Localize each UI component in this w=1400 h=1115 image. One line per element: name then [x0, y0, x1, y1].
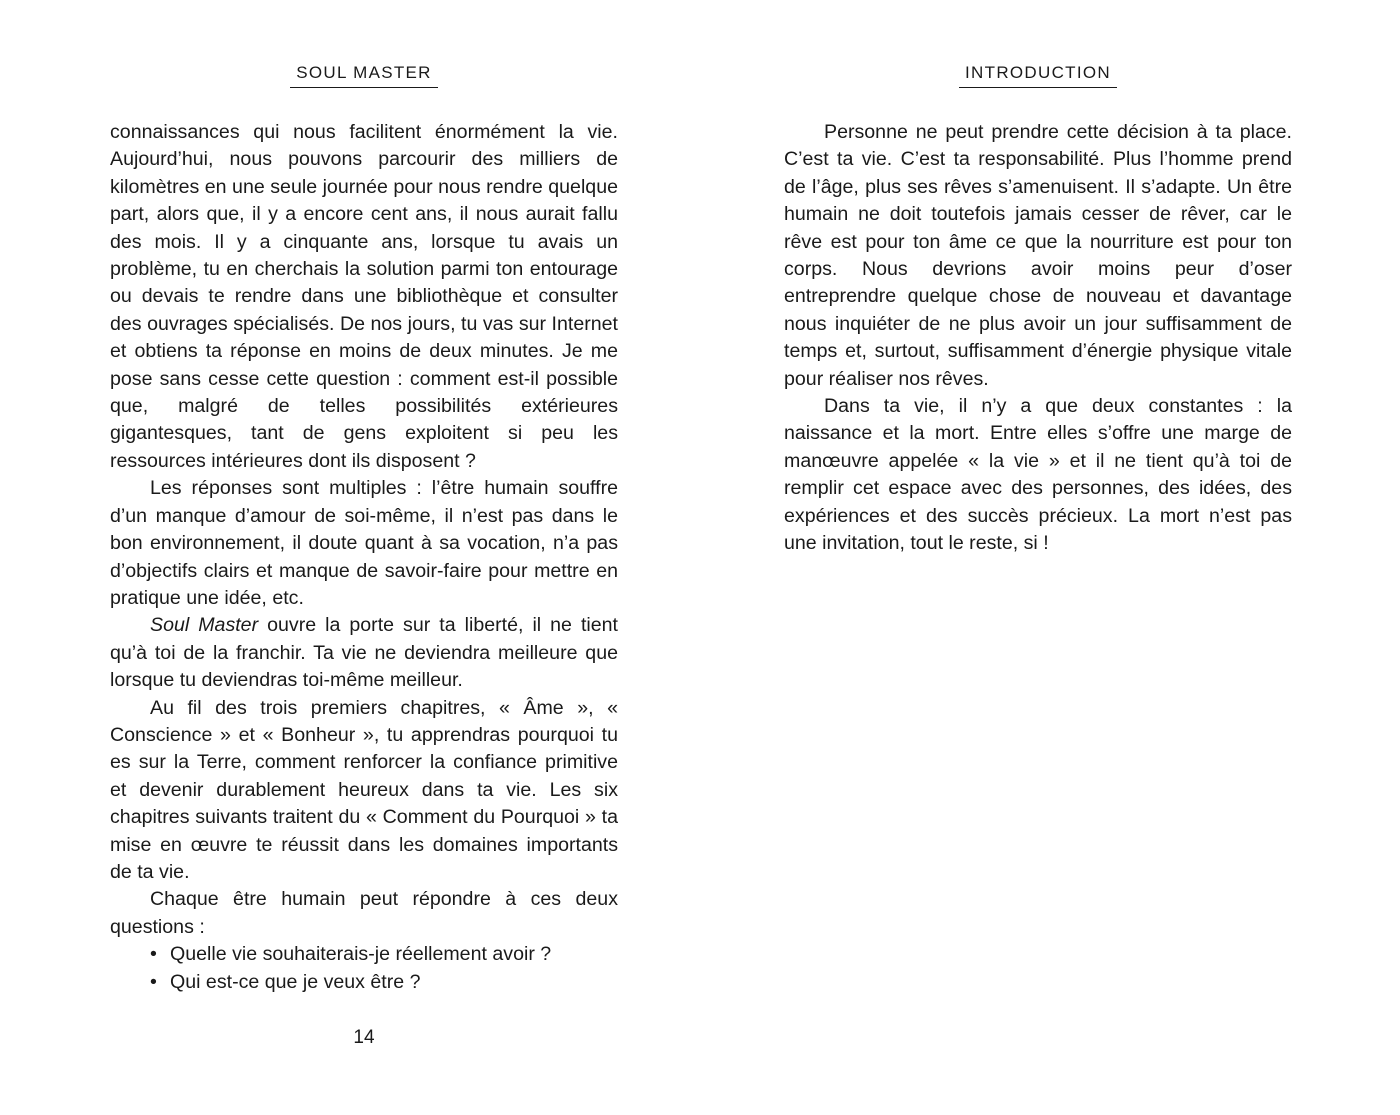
bullet-icon: • — [150, 943, 157, 966]
paragraph: connaissances qui nous facilitent énormément la vie. Aujourd’hui, nous pouvons parcourir des milliers de kilomètres en une seule journée pour nous rendre quelque part, alors que, il y a encore cent ans, il nous aurait fallu des mois. Il y a cinquante ans, lorsque tu avais un problème, tu en cherchais la solution parmi ton entourage ou devais te rendre dans une bibliothèque et consulter des ouvrages spécialisés. De nos jours, tu vas sur Internet et obtiens ta réponse en moins de deux minutes. Je me pose sans cesse cette question : comment est-il possible que, malgré de telles possibilités extérieures gigantesques, tant de gens exploitent si peu les ressources intérieures dont ils disposent ? — [110, 121, 618, 472]
paragraph: Personne ne peut prendre cette décision à ta place. C’est ta vie. C’est ta responsabilité. Plus l’homme prend de l’âge, plus ses rêves s’amenuisent. Il s’adapte. Un être humain ne doit toutefois jamais cesser de rêver, car le rêve est pour ton âme ce que la nourriture est pour ton corps. Nous devrions avoir moins peur d’oser entreprendre quelque chose de nouveau et davantage nous inquiéter de ne plus avoir un jour suffisamment de temps et, surtout, suffisamment d’énergie physique vitale pour réaliser nos rêves. — [784, 121, 1292, 390]
list-item-text: Qui est-ce que je veux être ? — [170, 970, 421, 993]
list-item-text: Quelle vie souhaiterais-je réellement avoir ? — [170, 943, 552, 966]
bullet-icon: • — [150, 970, 157, 993]
list-item — [150, 941, 618, 968]
paragraph-text: ouvre la porte sur ta liberté, il ne tient qu’à toi de la franchir. Ta vie ne deviendra meilleure que lorsque tu deviendras toi-même meilleur. — [110, 614, 618, 692]
left-page-body — [110, 119, 618, 996]
list-item — [150, 969, 618, 996]
right-page-body — [784, 119, 1292, 558]
page-number: 14 — [353, 1027, 375, 1048]
running-head-title: INTRODUCTION — [959, 63, 1117, 88]
question-list — [110, 941, 618, 996]
paragraph: Au fil des trois premiers chapitres, « Âme », « Conscience » et « Bonheur », tu apprendras pourquoi tu es sur la Terre, comment renforcer la confiance primitive et devenir durablement heureux dans ta vie. Les six chapitres suivants traitent du « Comment du Pourquoi » ta mise en œuvre te réussit dans les domaines importants de ta vie. — [110, 696, 618, 883]
paragraph — [110, 612, 618, 694]
paragraph: Les réponses sont multiples : l’être humain souffre d’un manque d’amour de soi-même, il n’est pas dans le bon environnement, il doute quant à sa vocation, n’a pas d’objectifs clairs et manque de savoir-faire pour mettre en pratique une idée, etc. — [110, 477, 618, 609]
running-head-left — [110, 63, 618, 88]
running-head-title: SOUL MASTER — [290, 63, 438, 88]
paragraph: Chaque être humain peut répondre à ces deux questions : — [110, 888, 618, 938]
paragraph: Dans ta vie, il n’y a que deux constantes : la naissance et la mort. Entre elles s’offre une marge de manœuvre appelée « la vie » et il ne tient qu’à toi de remplir cet espace avec des personnes, des idées, des expériences et des succès précieux. La mort n’est pas une invitation, tout le reste, si ! — [784, 395, 1292, 555]
left-page — [110, 0, 618, 1115]
book-title-italic: Soul Master — [150, 614, 259, 637]
running-head-right — [784, 63, 1292, 88]
right-page — [784, 0, 1292, 1115]
